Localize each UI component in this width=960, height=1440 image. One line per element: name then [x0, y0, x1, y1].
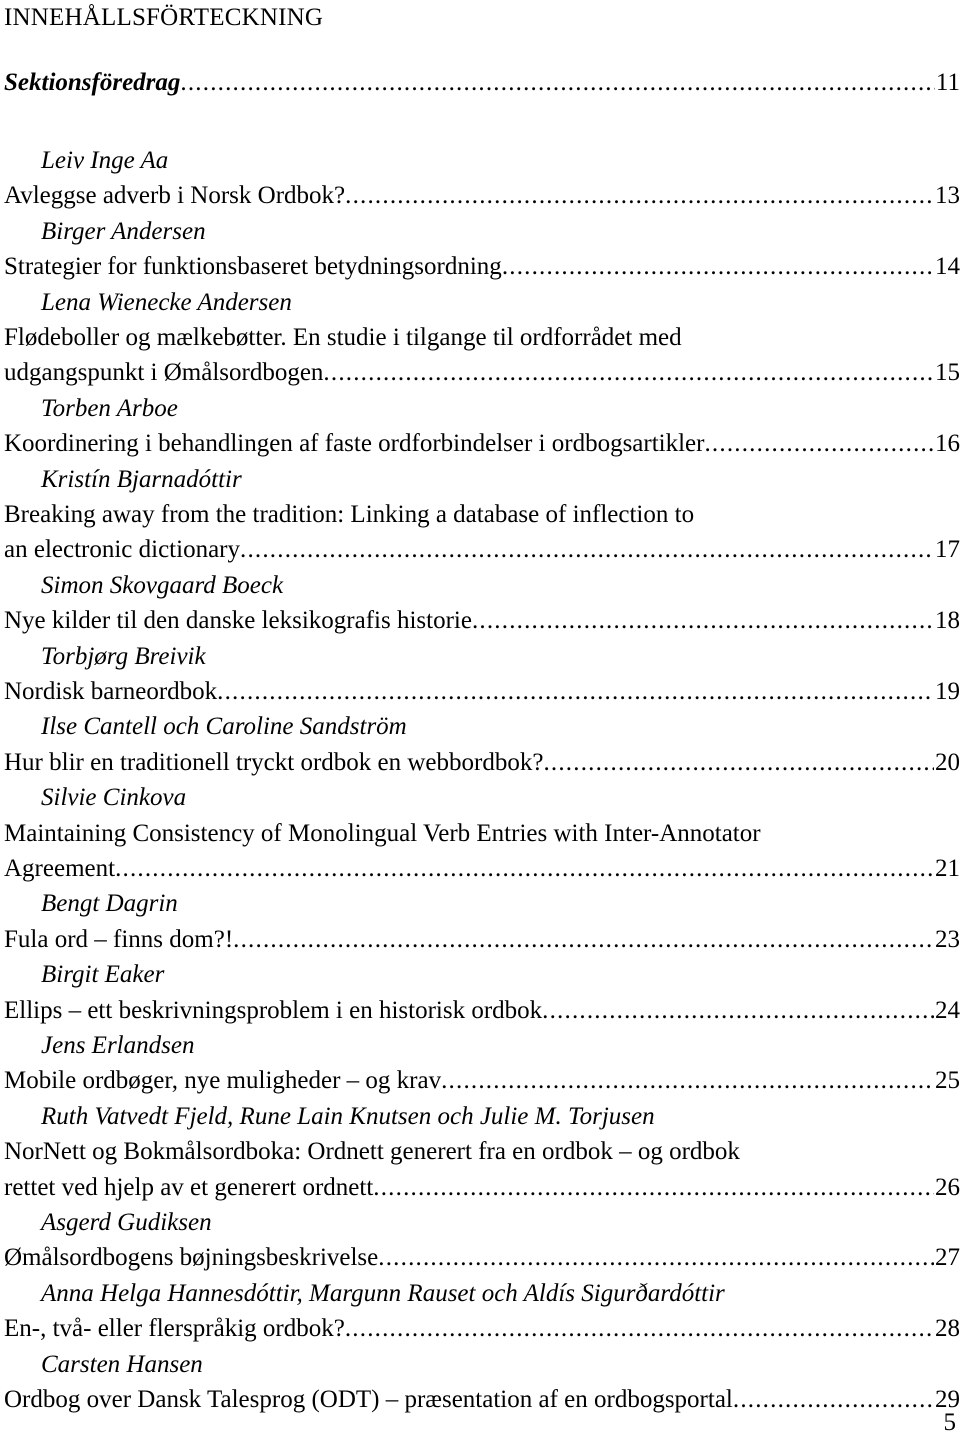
- toc-page-number: 16: [935, 430, 960, 458]
- toc-entry-link[interactable]: [4, 675, 960, 709]
- toc-author: Bengt Dagrin: [41, 890, 178, 918]
- toc-entry-link[interactable]: [4, 746, 960, 780]
- toc-entry-link[interactable]: [4, 994, 960, 1028]
- toc-author: Torben Arboe: [41, 394, 178, 422]
- toc-title: an electronic dictionary: [4, 536, 240, 564]
- toc-page-number: 21: [935, 855, 960, 882]
- toc-author: Birger Andersen: [41, 217, 206, 245]
- toc-title: Fula ord – finns dom?!: [4, 925, 234, 953]
- toc-entry-link[interactable]: [4, 604, 960, 638]
- toc-title: Ømålsordbogens bøjningsbeskrivelse: [4, 1244, 379, 1272]
- dot-leader: [240, 533, 934, 567]
- dot-leader: [217, 675, 934, 709]
- toc-entry-link[interactable]: [4, 1383, 960, 1417]
- section-page-number: 11: [935, 69, 960, 96]
- toc-author: Silvie Cinkova: [41, 784, 187, 812]
- toc-heading: INNEHÅLLSFÖRTECKNING: [4, 4, 324, 31]
- toc-title: Strategier for funktionsbaseret betydningsordning: [4, 253, 502, 281]
- toc-entry-link[interactable]: [4, 923, 960, 957]
- toc-title: Koordinering i behandlingen af faste ordforbindelser i ordbogsartikler: [4, 430, 705, 458]
- toc-author: Jens Erlandsen: [41, 1032, 195, 1059]
- dot-leader: [323, 356, 934, 390]
- toc-title: Ellips – ett beskrivningsproblem i en historisk ordbok: [4, 996, 543, 1024]
- toc-title: Nordisk barneordbok: [4, 678, 218, 705]
- toc-page-number: 23: [935, 925, 960, 953]
- toc-entry-link[interactable]: [4, 1241, 960, 1275]
- toc-author: Torbjørg Breivik: [41, 642, 206, 670]
- toc-author: Lena Wienecke Andersen: [41, 288, 292, 316]
- dot-leader: [378, 1241, 934, 1275]
- toc-page-number: 28: [935, 1315, 960, 1343]
- toc-entry-link[interactable]: [4, 250, 960, 284]
- toc-title: Ordbog over Dansk Talesprog (ODT) – præsentation af en ordbogsportal: [4, 1386, 733, 1413]
- toc-entry-link[interactable]: [4, 179, 960, 213]
- dot-leader: [543, 746, 934, 780]
- dot-leader: [373, 1171, 934, 1205]
- toc-author: Carsten Hansen: [41, 1350, 203, 1378]
- toc-title-line: Breaking away from the tradition: Linking a database of inflection to: [4, 501, 695, 528]
- section-line[interactable]: [4, 66, 960, 100]
- toc-entry-link[interactable]: [4, 1171, 960, 1205]
- toc-author: Leiv Inge Aa: [41, 147, 169, 174]
- toc-entry-link[interactable]: [4, 1312, 960, 1346]
- toc-title-line: NorNett og Bokmålsordboka: Ordnett generert fra en ordbok – og ordbok: [4, 1138, 740, 1166]
- toc-page-number: 13: [935, 182, 960, 210]
- toc-page-number: 15: [935, 359, 960, 387]
- dot-leader: [345, 179, 934, 213]
- toc-title: Nye kilder til den danske leksikografis historie: [4, 607, 472, 635]
- toc-author: Birgit Eaker: [41, 961, 165, 989]
- dot-leader: [472, 604, 934, 638]
- dot-leader: [180, 66, 935, 100]
- toc-author: Anna Helga Hannesdóttir, Margunn Rauset och Aldís Sigurðardóttir: [41, 1279, 725, 1307]
- toc-entry-link[interactable]: [4, 1064, 960, 1098]
- toc-entry-link[interactable]: [4, 356, 960, 390]
- toc-page-number: 18: [935, 607, 960, 635]
- section-title: Sektionsföredrag: [4, 69, 181, 96]
- toc-title: En-, två- eller flerspråkig ordbok?: [4, 1315, 345, 1343]
- toc-title: Agreement: [4, 855, 116, 882]
- toc-entry-link[interactable]: [4, 427, 960, 461]
- dot-leader: [233, 923, 934, 957]
- toc-entry-link[interactable]: [4, 852, 960, 886]
- page-number: 5: [943, 1409, 956, 1436]
- toc-title: Mobile ordbøger, nye muligheder – og krav: [4, 1067, 442, 1095]
- toc-page-number: 29: [935, 1386, 960, 1413]
- toc-author: Kristín Bjarnadóttir: [41, 465, 242, 493]
- toc-title: Hur blir en traditionell tryckt ordbok en webbordbok?: [4, 748, 544, 776]
- toc-page-number: 24: [935, 996, 960, 1024]
- toc-author: Asgerd Gudiksen: [41, 1209, 212, 1236]
- toc-page-number: 20: [935, 748, 960, 776]
- dot-leader: [542, 994, 934, 1028]
- toc-page-number: 14: [935, 253, 960, 281]
- toc-page-number: 19: [935, 678, 960, 705]
- toc-title-line: Maintaining Consistency of Monolingual Verb Entries with Inter-Annotator: [4, 819, 761, 847]
- toc-author: Simon Skovgaard Boeck: [41, 571, 284, 599]
- toc-page-number: 25: [935, 1067, 960, 1095]
- toc-page-number: 27: [935, 1244, 960, 1272]
- dot-leader: [704, 427, 934, 461]
- toc-entry-link[interactable]: [4, 533, 960, 567]
- dot-leader: [115, 852, 934, 886]
- toc-title-line: Flødeboller og mælkebøtter. En studie i tilgange til ordforrådet med: [4, 324, 682, 351]
- dot-leader: [345, 1312, 934, 1346]
- toc-author: Ilse Cantell och Caroline Sandström: [41, 713, 407, 741]
- dot-leader: [441, 1064, 934, 1098]
- toc-title: Avleggse adverb i Norsk Ordbok?: [4, 182, 346, 210]
- toc-author: Ruth Vatvedt Fjeld, Rune Lain Knutsen och Julie M. Torjusen: [41, 1102, 655, 1130]
- dot-leader: [733, 1383, 934, 1417]
- toc-title: udgangspunkt i Ømålsordbogen: [4, 359, 324, 387]
- toc-page-number: 26: [935, 1173, 960, 1201]
- dot-leader: [502, 250, 934, 284]
- toc-page-number: 17: [935, 536, 960, 564]
- toc-title: rettet ved hjelp av et generert ordnett: [4, 1173, 374, 1201]
